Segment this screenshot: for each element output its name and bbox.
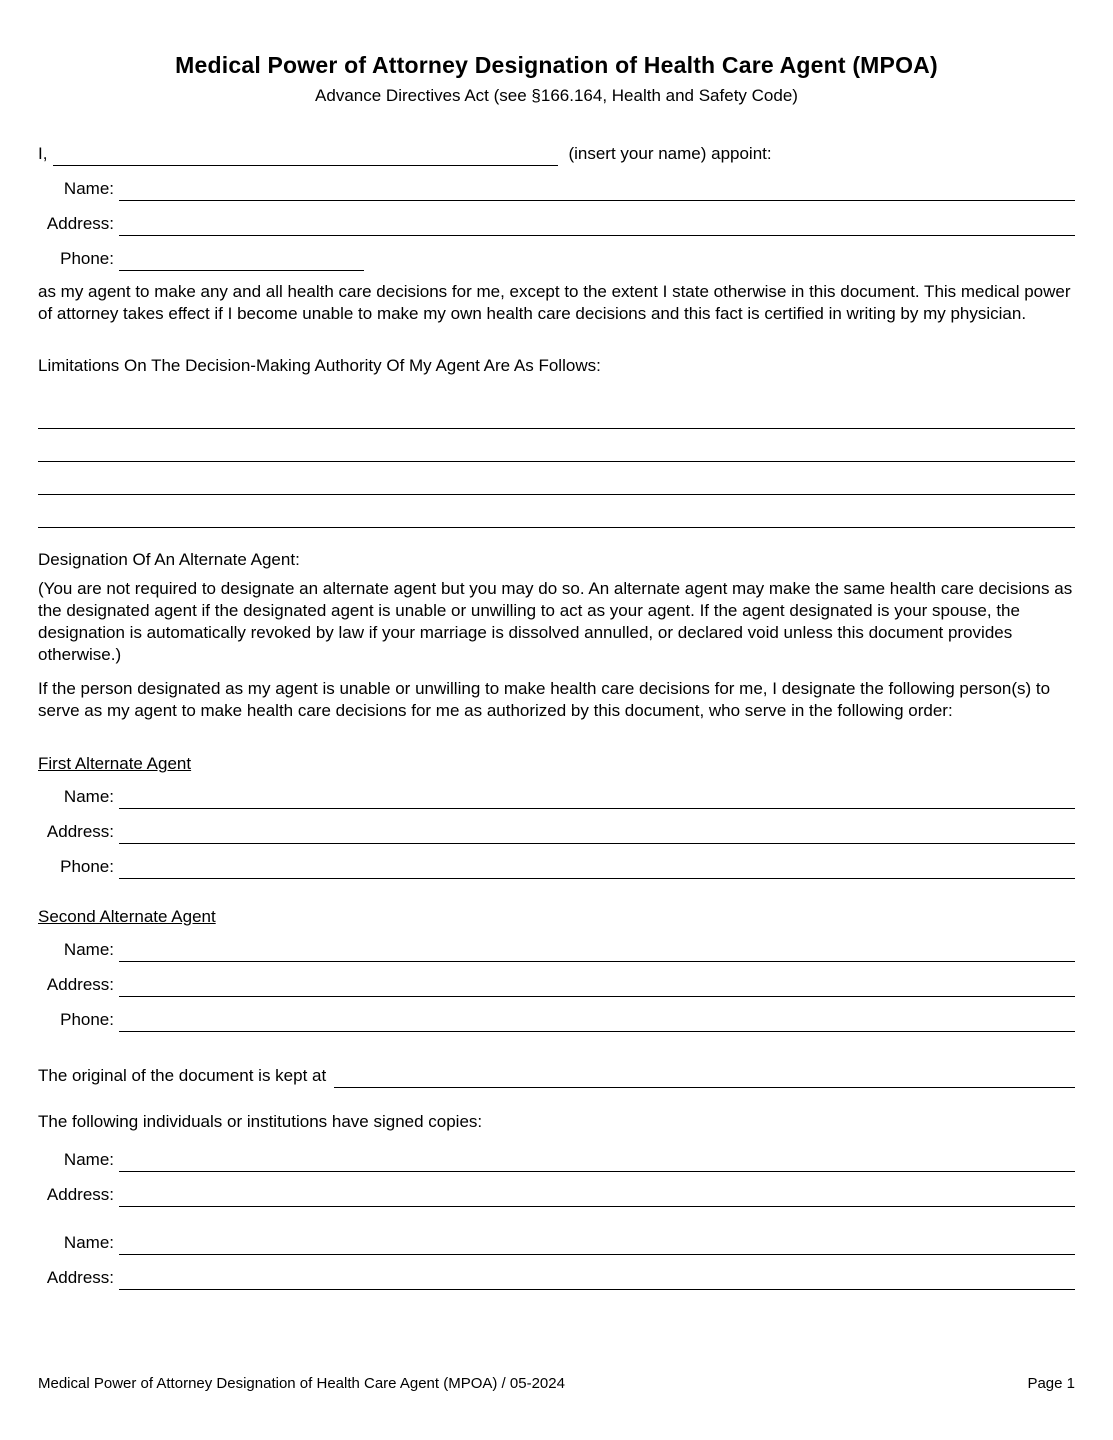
agent-address-row [38, 212, 1075, 236]
agent-address-line[interactable] [119, 212, 1075, 236]
principal-name-blank[interactable] [53, 142, 558, 166]
limitations-line-4[interactable] [38, 495, 1075, 528]
first-alternate-heading: First Alternate Agent [38, 754, 192, 773]
page-title: Medical Power of Attorney Designation of Health Care Agent (MPOA) [175, 52, 938, 78]
second-alternate-name-row [38, 938, 1075, 962]
copy1-name-line[interactable] [119, 1148, 1075, 1172]
copy2-address-line[interactable] [119, 1266, 1075, 1290]
agent-phone-label: Phone: [60, 249, 114, 268]
copy1-address-label: Address: [46, 1185, 114, 1204]
original-kept-row [38, 1064, 1075, 1088]
limitations-heading: Limitations On The Decision-Making Authority Of My Agent Are As Follows: [38, 356, 601, 375]
first-alternate-phone-row [38, 855, 1075, 879]
copy1-address-line[interactable] [119, 1183, 1075, 1207]
agent-name-row [38, 177, 1075, 201]
original-kept-line[interactable] [334, 1064, 1075, 1088]
agent-phone-row [38, 247, 1075, 271]
first-alternate-address-line[interactable] [119, 820, 1075, 844]
second-alternate-address-line[interactable] [119, 973, 1075, 997]
alternate-note-paragraph: (You are not required to designate an alternate agent but you may do so. An alternate agent may make the same health care decisions as the designated agent if the designated agent is unable or unwilling to act as your agent. If the agent designated is your spouse, the designation is automatically revoked by law if your marriage is dissolved annulled, or declared void unless this document provides otherwise.) [38, 579, 1073, 664]
signed-copies-heading: The following individuals or institutions have signed copies: [38, 1112, 483, 1131]
first-alternate-name-line[interactable] [119, 785, 1075, 809]
second-alternate-name-label: Name: [63, 940, 114, 959]
original-kept-text: The original of the document is kept at [38, 1066, 327, 1085]
copy1-name-row [38, 1148, 1075, 1172]
second-alternate-address-label: Address: [46, 975, 114, 994]
second-alternate-heading: Second Alternate Agent [38, 907, 216, 926]
copy2-address-row [38, 1266, 1075, 1290]
limitations-line-1[interactable] [38, 383, 1075, 429]
intro-prefix: I, [38, 144, 48, 163]
footer-page-number: Page 1 [1027, 1375, 1075, 1392]
agent-name-line[interactable] [119, 177, 1075, 201]
copy1-address-row [38, 1183, 1075, 1207]
intro-suffix: (insert your name) appoint: [568, 144, 772, 163]
first-alternate-phone-label: Phone: [60, 857, 114, 876]
agent-phone-line[interactable] [119, 247, 364, 271]
copy2-address-label: Address: [46, 1268, 114, 1287]
limitations-line-3[interactable] [38, 462, 1075, 495]
second-alternate-phone-line[interactable] [119, 1008, 1075, 1032]
second-alternate-phone-label: Phone: [60, 1010, 114, 1029]
first-alternate-address-label: Address: [46, 822, 114, 841]
page-footer [38, 1375, 1075, 1392]
second-alternate-address-row [38, 973, 1075, 997]
first-alternate-name-row [38, 785, 1075, 809]
limitations-line-2[interactable] [38, 429, 1075, 462]
footer-document-id: Medical Power of Attorney Designation of Health Care Agent (MPOA) / 05-2024 [38, 1375, 565, 1392]
first-alternate-address-row [38, 820, 1075, 844]
page-subtitle: Advance Directives Act (see §166.164, Health and Safety Code) [315, 86, 798, 105]
first-alternate-name-label: Name: [63, 787, 114, 806]
copy2-name-line[interactable] [119, 1231, 1075, 1255]
copy2-name-row [38, 1231, 1075, 1255]
copy1-name-label: Name: [63, 1150, 114, 1169]
second-alternate-phone-row [38, 1008, 1075, 1032]
alternate-heading: Designation Of An Alternate Agent: [38, 550, 300, 569]
agent-address-label: Address: [46, 214, 114, 233]
limitations-lines [38, 383, 1075, 528]
copy2-name-label: Name: [63, 1233, 114, 1252]
second-alternate-name-line[interactable] [119, 938, 1075, 962]
first-alternate-phone-line[interactable] [119, 855, 1075, 879]
agent-name-label: Name: [63, 179, 114, 198]
principal-intro-row [38, 142, 1075, 166]
alternate-order-paragraph: If the person designated as my agent is unable or unwilling to make health care decisions for me, I designate the following person(s) to serve as my agent to make health care decisions for me as authorized by this document, who serve in the following order: [38, 679, 1051, 720]
agent-clause-paragraph: as my agent to make any and all health care decisions for me, except to the extent I state otherwise in this document. This medical power of attorney takes effect if I become unable to make my own health care decisions and this fact is certified in writing by my physician. [38, 282, 1071, 323]
